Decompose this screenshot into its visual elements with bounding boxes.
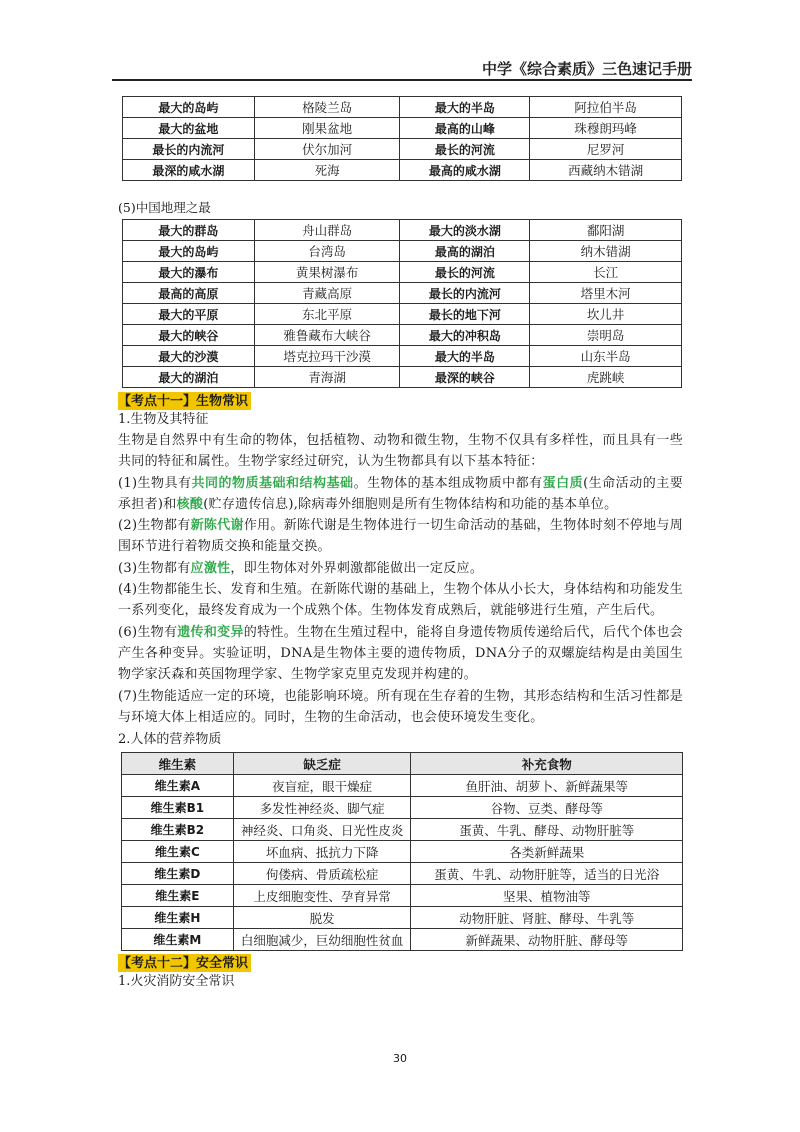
china-geography-table [122, 219, 682, 388]
bio-intro: 生物是自然界中有生命的物体，包括植物、动物和微生物，生物不仅具有多样性，而且具有一些共同的特征和属性。生物学家经过研究，认为生物都具有以下基本特征： [118, 433, 683, 470]
text: 作用。新陈代谢是生物体进行一切生命活动的基础，生物体时刻不停地与周围环节进行着物质交换和能量交换。 [118, 518, 684, 555]
kaodian-12-label: 【考点十二】安全常识 [118, 954, 251, 972]
bio-point-7: (7)生物能适应一定的环境，也能影响环境。所有现在生存着的生物，其形态结构和生活习性都是与环境大体上相适应的。同时，生物的生命活动，也会使环境发生变化。 [118, 688, 683, 725]
table-row [123, 139, 682, 160]
bio-point-6 [118, 622, 683, 686]
table-cell: 维生素B2 [122, 819, 234, 841]
table-cell: 虎跳峡 [530, 367, 682, 388]
highlight-term: 遗传和变异 [177, 624, 244, 640]
table-cell: 最长的河流 [400, 139, 530, 160]
table-cell: 维生素A [122, 775, 234, 797]
table-header-row [122, 753, 683, 775]
table-cell: 最大的湖泊 [123, 367, 255, 388]
table-cell: 新鲜蔬果、动物肝脏、酵母等 [411, 929, 683, 951]
table-cell: 东北平原 [254, 304, 400, 325]
table-row [122, 841, 683, 863]
table-row [122, 775, 683, 797]
bio-heading: 1.生物及其特征 [118, 412, 209, 427]
table-row [123, 97, 682, 118]
vitamin-table [121, 752, 683, 951]
nutrition-heading: 2.人体的营养物质 [118, 732, 222, 748]
table-cell: 舟山群岛 [254, 220, 400, 241]
bio-point-4: (4)生物都能生长、发育和生殖。在新陈代谢的基础上，生物个体从小长大，身体结构和功能发生一系列变化，最终发育成为一个成熟个体。生物体发育成熟后，就能够进行生殖，产生后代。 [118, 582, 683, 619]
table-row [122, 819, 683, 841]
table-row [122, 929, 683, 951]
table-cell: 台湾岛 [254, 241, 400, 262]
table-cell: 夜盲症，眼干燥症 [233, 775, 411, 797]
table-cell: 最大的冲积岛 [400, 325, 530, 346]
text: (6)生物有 [118, 624, 178, 640]
china-geography-heading: (5)中国地理之最 [118, 200, 211, 215]
table-cell: 最大的平原 [123, 304, 255, 325]
table-cell: 最大的岛屿 [123, 97, 255, 118]
table-cell: 死海 [254, 160, 400, 181]
table-cell: 珠穆朗玛峰 [530, 118, 682, 139]
table-cell: 塔克拉玛干沙漠 [254, 346, 400, 367]
table-row [123, 304, 682, 325]
table-cell: 最长的河流 [400, 262, 530, 283]
table-cell: 最大的岛屿 [123, 241, 255, 262]
table-cell: 黄果树瀑布 [254, 262, 400, 283]
table-cell: 最大的盆地 [123, 118, 255, 139]
table-cell: 最大的半岛 [400, 346, 530, 367]
text: 。生物体的基本组成物质中都有 [353, 475, 543, 491]
highlight-term: 新陈代谢 [190, 518, 244, 534]
table-cell: 阿拉伯半岛 [530, 97, 682, 118]
table-row [123, 346, 682, 367]
highlight-term: 应激性 [190, 560, 231, 576]
table-cell: 青藏高原 [254, 283, 400, 304]
table-cell: 坎儿井 [530, 304, 682, 325]
table-cell: 最大的淡水湖 [400, 220, 530, 241]
table-cell: 最深的咸水湖 [123, 160, 255, 181]
table-cell: 维生素E [122, 885, 234, 907]
table-cell: 坏血病、抵抗力下降 [233, 841, 411, 863]
table-row [123, 220, 682, 241]
table-cell: 最大的峡谷 [123, 325, 255, 346]
table-cell: 佝偻病、骨质疏松症 [233, 863, 411, 885]
table-cell: 最大的半岛 [400, 97, 530, 118]
table-cell: 蛋黄、牛乳、动物肝脏等，适当的日光浴 [411, 863, 683, 885]
fire-safety-heading: 1.火灾消防安全常识 [118, 974, 235, 990]
table-cell: 动物肝脏、肾脏、酵母、牛乳等 [411, 907, 683, 929]
table-cell: 长江 [530, 262, 682, 283]
highlight-term: 核酸 [176, 496, 204, 512]
bio-point-2 [118, 515, 683, 558]
table-cell: 维生素H [122, 907, 234, 929]
world-geography-table [122, 96, 682, 181]
table-row [123, 118, 682, 139]
text: (1)生物具有 [118, 475, 192, 491]
text: (贮存遗传信息),除病毒外细胞则是所有生物体结构和功能的基本单位。 [203, 496, 618, 512]
table-cell: 格陵兰岛 [254, 97, 400, 118]
table-cell: 谷物、豆类、酵母等 [411, 797, 683, 819]
table-cell: 多发性神经炎、脚气症 [233, 797, 411, 819]
table-cell: 维生素D [122, 863, 234, 885]
table-cell: 最高的高原 [123, 283, 255, 304]
table-cell: 白细胞减少，巨幼细胞性贫血 [233, 929, 411, 951]
table-cell: 最高的湖泊 [400, 241, 530, 262]
table-row [122, 863, 683, 885]
header-divider [112, 79, 692, 81]
page-content [118, 96, 683, 992]
table-cell: 最高的咸水湖 [400, 160, 530, 181]
table-row [123, 262, 682, 283]
text: (生命活动的主要承担者)和 [118, 475, 683, 512]
text: (3)生物都有 [118, 560, 191, 576]
table-row [123, 160, 682, 181]
table-row [123, 283, 682, 304]
table-cell: 最大的沙漠 [123, 346, 255, 367]
table-cell: 最高的山峰 [400, 118, 530, 139]
table-cell: 鄱阳湖 [530, 220, 682, 241]
table-cell: 青海湖 [254, 367, 400, 388]
column-header: 补充食物 [411, 753, 683, 775]
column-header: 维生素 [122, 753, 234, 775]
table-row [122, 797, 683, 819]
table-cell: 最大的瀑布 [123, 262, 255, 283]
text: (2)生物都有 [118, 518, 191, 534]
table-cell: 最深的峡谷 [400, 367, 530, 388]
table-cell: 维生素B1 [122, 797, 234, 819]
table-cell: 伏尔加河 [254, 139, 400, 160]
table-cell: 上皮细胞变性、孕育异常 [233, 885, 411, 907]
kaodian-11-label: 【考点十一】生物常识 [118, 392, 251, 410]
table-cell: 纳木错湖 [530, 241, 682, 262]
column-header: 缺乏症 [233, 753, 411, 775]
table-row [123, 325, 682, 346]
table-cell: 最大的群岛 [123, 220, 255, 241]
table-cell: 蛋黄、牛乳、酵母、动物肝脏等 [411, 819, 683, 841]
table-cell: 最长的内流河 [123, 139, 255, 160]
table-cell: 雅鲁藏布大峡谷 [254, 325, 400, 346]
table-cell: 崇明岛 [530, 325, 682, 346]
table-cell: 脱发 [233, 907, 411, 929]
table-cell: 尼罗河 [530, 139, 682, 160]
text: ，即生物体对外界刺激都能做出一定反应。 [230, 560, 484, 576]
table-row [123, 367, 682, 388]
table-cell: 刚果盆地 [254, 118, 400, 139]
table-row [122, 907, 683, 929]
page-number: 30 [393, 1052, 407, 1065]
table-cell: 塔里木河 [530, 283, 682, 304]
table-cell: 最长的内流河 [400, 283, 530, 304]
highlight-term: 蛋白质 [542, 475, 584, 491]
table-cell: 西藏纳木错湖 [530, 160, 682, 181]
highlight-term: 共同的物质基础和结构基础 [191, 475, 354, 491]
table-cell: 神经炎、口角炎、日光性皮炎 [233, 819, 411, 841]
table-cell: 维生素M [122, 929, 234, 951]
page-header: 中学《综合素质》三色速记手册 [481, 60, 692, 78]
text: 的特性。生物在生殖过程中，能将自身遗传物质传递给后代，后代个体也会产生各种变异。实验证明，DNA是生物体主要的遗传物质，DNA分子的双螺旋结构是由美国生物学家沃森和英国物理学家、生物学家克里克发现并构建的。 [118, 624, 683, 683]
table-cell: 各类新鲜蔬果 [411, 841, 683, 863]
table-cell: 山东半岛 [530, 346, 682, 367]
table-row [123, 241, 682, 262]
table-cell: 坚果、植物油等 [411, 885, 683, 907]
table-cell: 最长的地下河 [400, 304, 530, 325]
table-row [122, 885, 683, 907]
bio-point-3 [118, 558, 683, 579]
bio-point-1 [118, 473, 683, 516]
table-cell: 鱼肝油、胡萝卜、新鲜蔬果等 [411, 775, 683, 797]
table-cell: 维生素C [122, 841, 234, 863]
